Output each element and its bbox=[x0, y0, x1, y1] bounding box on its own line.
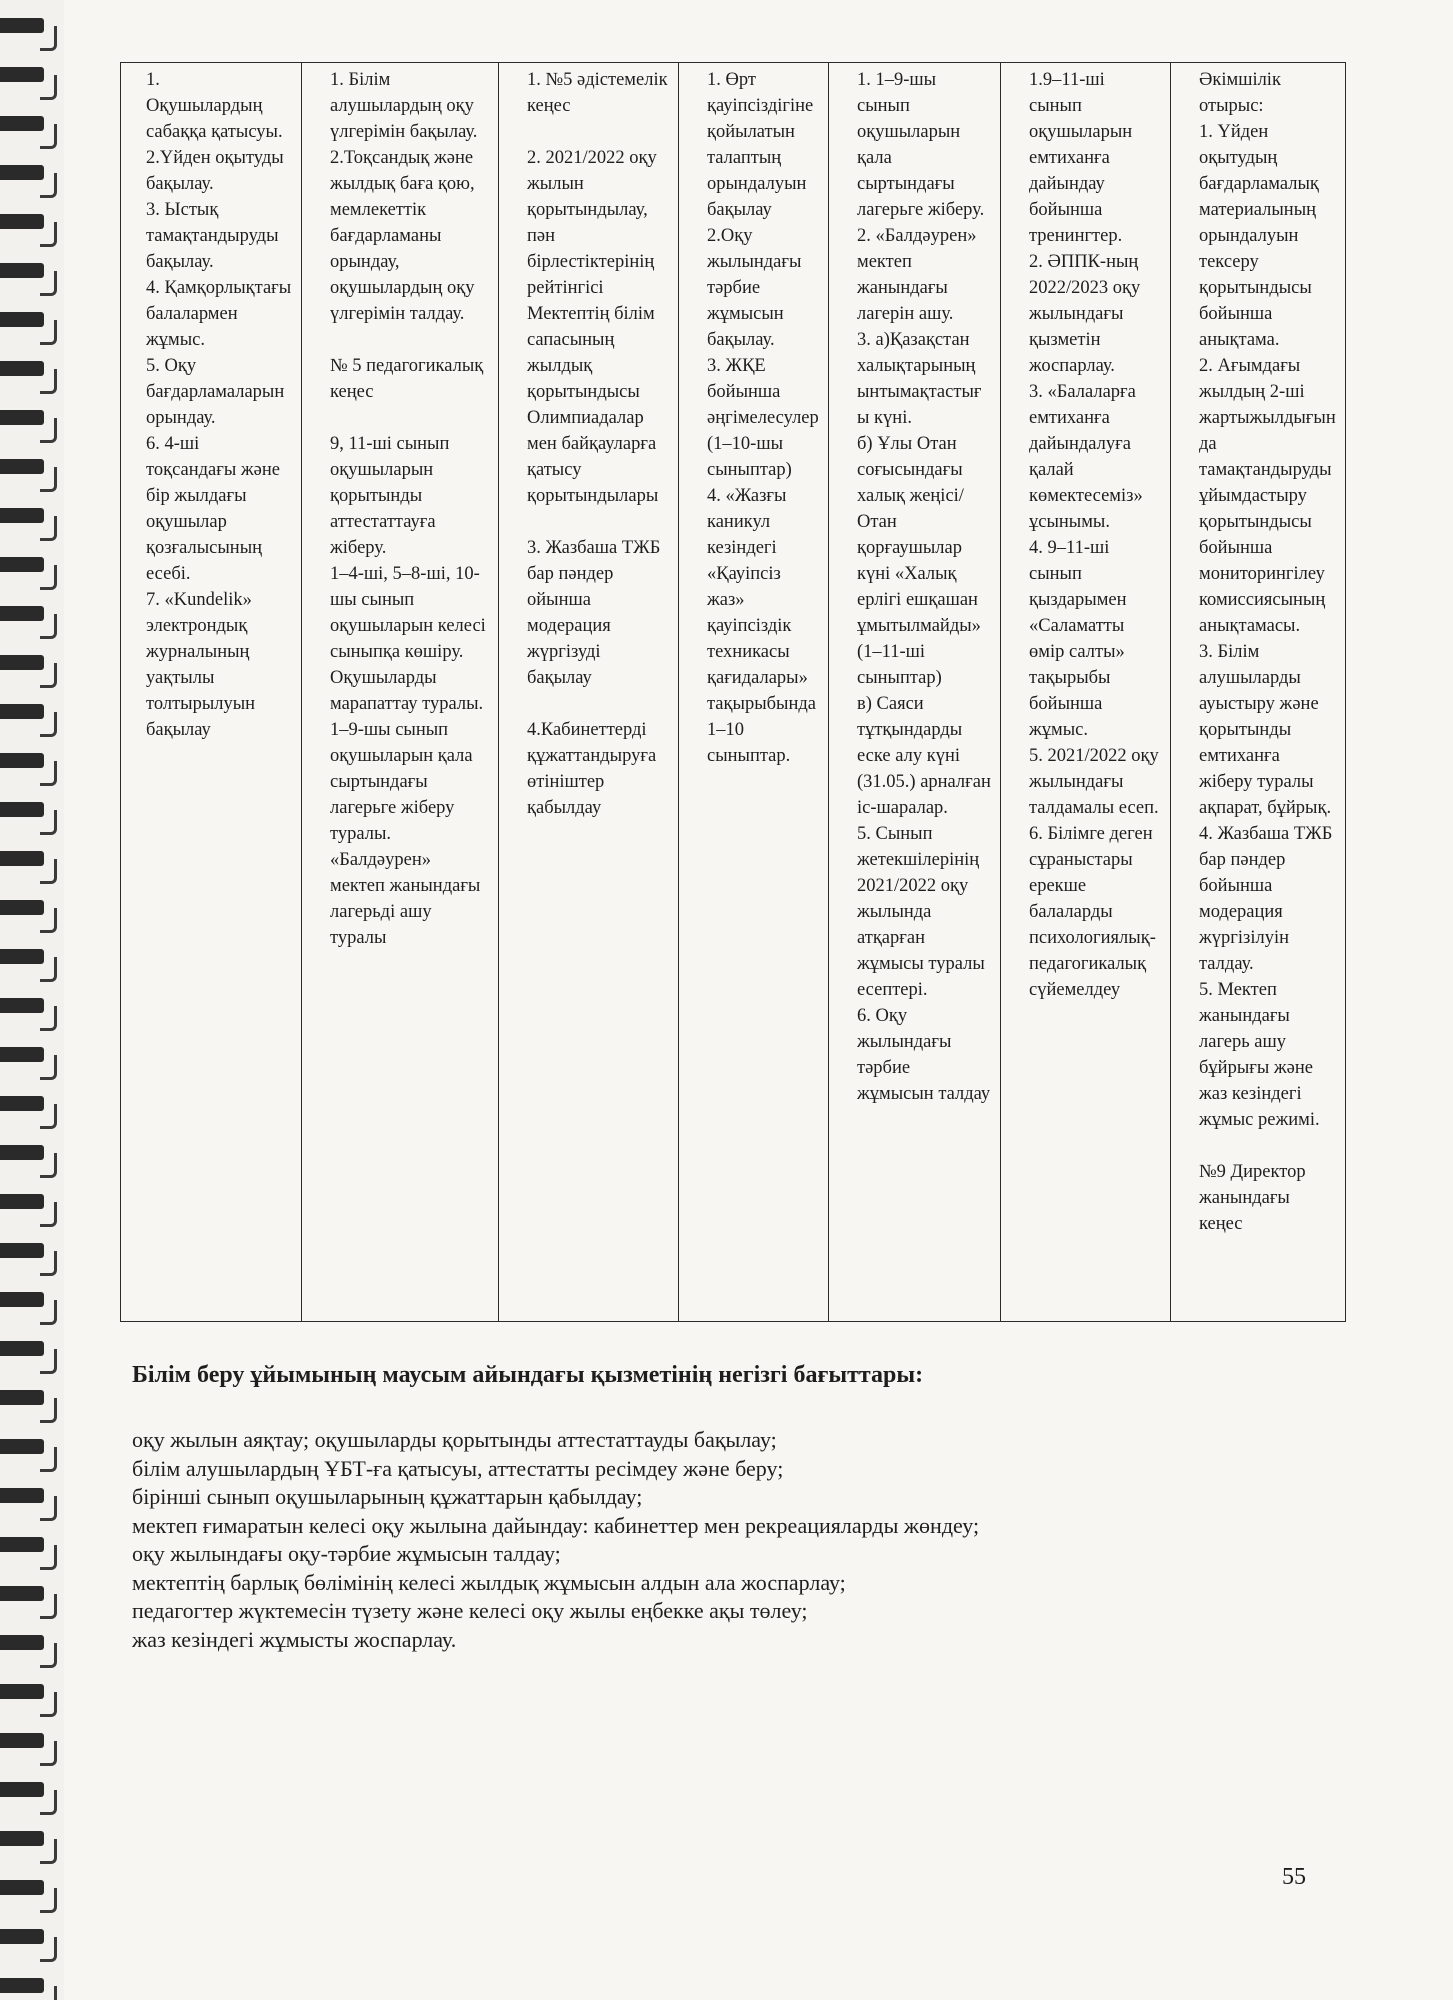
binding-ring bbox=[0, 1439, 56, 1458]
binding-ring bbox=[0, 1684, 56, 1703]
table-cell-educational-work: 1. 1–9-шы сынып оқушыларын қала сыртындағы лагерьге жіберу. 2. «Балдәурен» мектеп жанындағы лагерін ашу. 3. а)Қазақстан халықтарының ынтымақтастығы күні. б) Ұлы Отан соғысындағы халық жеңісі/Отан қорғаушылар күні «Халық ерлігі ешқашан ұмытылмайды» (1–11-ші сыныптар) в) Саяси тұтқындарды еске алу күні (31.05.) арналған іс-шаралар. 5. Сынып жетекшілерінің 2021/2022 оқу жылында атқарған жұмысы туралы есептері. 6. Оқу жылындағы тәрбие жұмысын талдау bbox=[829, 63, 1001, 1322]
binding-ring bbox=[0, 655, 56, 674]
binding-ring bbox=[0, 165, 56, 184]
binding-ring bbox=[0, 214, 56, 233]
binding-ring bbox=[0, 459, 56, 478]
page-content bbox=[120, 62, 1345, 1654]
binding-ring bbox=[0, 1880, 56, 1899]
plan-table bbox=[120, 62, 1346, 1322]
table-cell-safety-control: 1. Өрт қауіпсіздігіне қойылатын талаптың орындалуын бақылау 2.Оқу жылындағы тәрбие жұмысын бақылау. 3. ЖҚЕ бойынша әңгімелесулер (1–10-шы сыныптар) 4. «Жазғы каникул кезіндегі «Қауіпсіз жаз» қауіпсіздік техникасы қағидалары» тақырыбында 1–10 сыныптар. bbox=[679, 63, 829, 1322]
binding-ring bbox=[0, 1488, 56, 1507]
binding-ring bbox=[0, 1047, 56, 1066]
table-cell-methodical-council: 1. №5 әдістемелік кеңес 2. 2021/2022 оқу жылын қорытындылау, пән бірлестіктерінің рейтінгісі Мектептің білім сапасының жылдық қорытындысы Олимпиадалар мен байқауларға қатысу қорытындылары 3. Жазбаша ТЖБ бар пәндер ойынша модерация жүргізуді бақылау 4.Кабинеттерді құжаттандыруға өтініштер қабылдау bbox=[499, 63, 679, 1322]
binding-ring bbox=[0, 263, 56, 282]
list-item: оқу жылындағы оқу-тәрбие жұмысын талдау; bbox=[132, 1541, 561, 1566]
binding-ring bbox=[0, 998, 56, 1017]
binding-ring bbox=[0, 851, 56, 870]
binding-ring bbox=[0, 949, 56, 968]
binding-ring bbox=[0, 606, 56, 625]
binding-ring bbox=[0, 1929, 56, 1948]
list-item: білім алушылардың ҰБТ-ға қатысуы, аттестатты ресімдеу және беру; bbox=[132, 1455, 784, 1481]
binding-ring bbox=[0, 67, 56, 86]
directions-list bbox=[132, 1426, 1345, 1654]
binding-ring bbox=[0, 557, 56, 576]
table-cell-attendance: 1. Оқушылардың сабаққа қатысуы. 2.Үйден оқытуды бақылау. 3. Ыстық тамақтандыруды бақылау. 4. Қамқорлықтағы балалармен жұмыс. 5. Оқу бағдарламаларын орындау. 6. 4-ші тоқсандағы және бір жылдағы оқушылар қозғалысының есебі. 7. «Kundelik» электрондық журналының уақтылы толтырылуын бақылау bbox=[121, 63, 302, 1322]
binding-ring bbox=[0, 1978, 56, 1997]
binding-ring bbox=[0, 312, 56, 331]
binding-ring bbox=[0, 1145, 56, 1164]
binding-ring bbox=[0, 508, 56, 527]
list-item: бірінші сынып оқушыларының құжаттарын қабылдау; bbox=[132, 1484, 643, 1509]
table-cell-academic-performance: 1. Білім алушылардың оқу үлгерімін бақылау. 2.Тоқсандық және жылдық баға қою, мемлекеттік бағдарламаны орындау, оқушылардың оқу үлгерімін талдау. № 5 педагогикалық кеңес 9, 11-ші сынып оқушыларын қорытынды аттестаттауға жіберу. 1–4-ші, 5–8-ші, 10-шы сынып оқушыларын келесі сыныпқа көшіру. Оқушыларды марапаттау туралы. 1–9-шы сынып оқушыларын қала сыртындағы лагерьге жіберу туралы. «Балдәурен» мектеп жанындағы лагерьді ашу туралы bbox=[302, 63, 499, 1322]
binding-ring bbox=[0, 410, 56, 429]
binding-ring bbox=[0, 704, 56, 723]
binding-ring bbox=[0, 1390, 56, 1409]
list-item: мектеп ғимаратын келесі оқу жылына дайындау: кабинеттер мен рекреацияларды жөндеу; bbox=[132, 1512, 980, 1538]
table-row bbox=[121, 63, 1346, 1322]
binding-ring bbox=[0, 1194, 56, 1213]
section-heading: Білім беру ұйымының маусым айындағы қызметінің негізгі бағыттары: bbox=[132, 1362, 924, 1388]
list-item: оқу жылын аяқтау; оқушыларды қорытынды аттестаттауды бақылау; bbox=[132, 1427, 777, 1452]
binding-ring bbox=[0, 1292, 56, 1311]
binding-ring bbox=[0, 1096, 56, 1115]
spiral-binding bbox=[0, 0, 64, 2000]
table-cell-administrative-meeting: Әкімшілік отырыс: 1. Үйден оқытудың бағдарламалық материалының орындалуын тексеру қорытындысы бойынша анықтама. 2. Ағымдағы жылдың 2-ші жартыжылдығында тамақтандыруды ұйымдастыру қорытындысы бойынша мониторингілеу комиссиясының анықтамасы. 3. Білім алушыларды ауыстыру және қорытынды емтиханға жіберу туралы ақпарат, бұйрық. 4. Жазбаша ТЖБ бар пәндер бойынша модерация жүргізілуін талдау. 5. Мектеп жанындағы лагерь ашу бұйрығы және жаз кезіндегі жұмыс режимі. №9 Директор жанындағы кеңес bbox=[1171, 63, 1346, 1322]
binding-ring bbox=[0, 1586, 56, 1605]
binding-ring bbox=[0, 1782, 56, 1801]
binding-ring bbox=[0, 1243, 56, 1262]
binding-ring bbox=[0, 900, 56, 919]
list-item: педагогтер жүктемесін түзету және келесі оқу жылы еңбекке ақы төлеу; bbox=[132, 1598, 808, 1623]
list-item: жаз кезіндегі жұмысты жоспарлау. bbox=[132, 1626, 457, 1652]
binding-ring bbox=[0, 361, 56, 380]
binding-ring bbox=[0, 1831, 56, 1850]
binding-ring bbox=[0, 116, 56, 135]
binding-ring bbox=[0, 1537, 56, 1556]
binding-ring bbox=[0, 1733, 56, 1752]
binding-ring bbox=[0, 802, 56, 821]
binding-ring bbox=[0, 1635, 56, 1654]
list-item: мектептің барлық бөлімінің келесі жылдық жұмысын алдын ала жоспарлау; bbox=[132, 1569, 846, 1595]
binding-ring bbox=[0, 753, 56, 772]
page-number: 55 bbox=[1282, 1864, 1306, 1890]
table-cell-psychological-support: 1.9–11-ші сынып оқушыларын емтиханға дайындау бойынша тренингтер. 2. ӘППК-ның 2022/2023 оқу жылындағы қызметін жоспарлау. 3. «Балаларға емтиханға дайындалуға қалай көмектесеміз» ұсынымы. 4. 9–11-ші сынып қыздарымен «Саламатты өмір салты» тақырыбы бойынша жұмыс. 5. 2021/2022 оқу жылындағы талдамалы есеп. 6. Білімге деген сұраныстары ерекше балаларды психологиялық-педагогикалық сүйемелдеу bbox=[1001, 63, 1171, 1322]
binding-ring bbox=[0, 18, 56, 37]
binding-ring bbox=[0, 1341, 56, 1360]
